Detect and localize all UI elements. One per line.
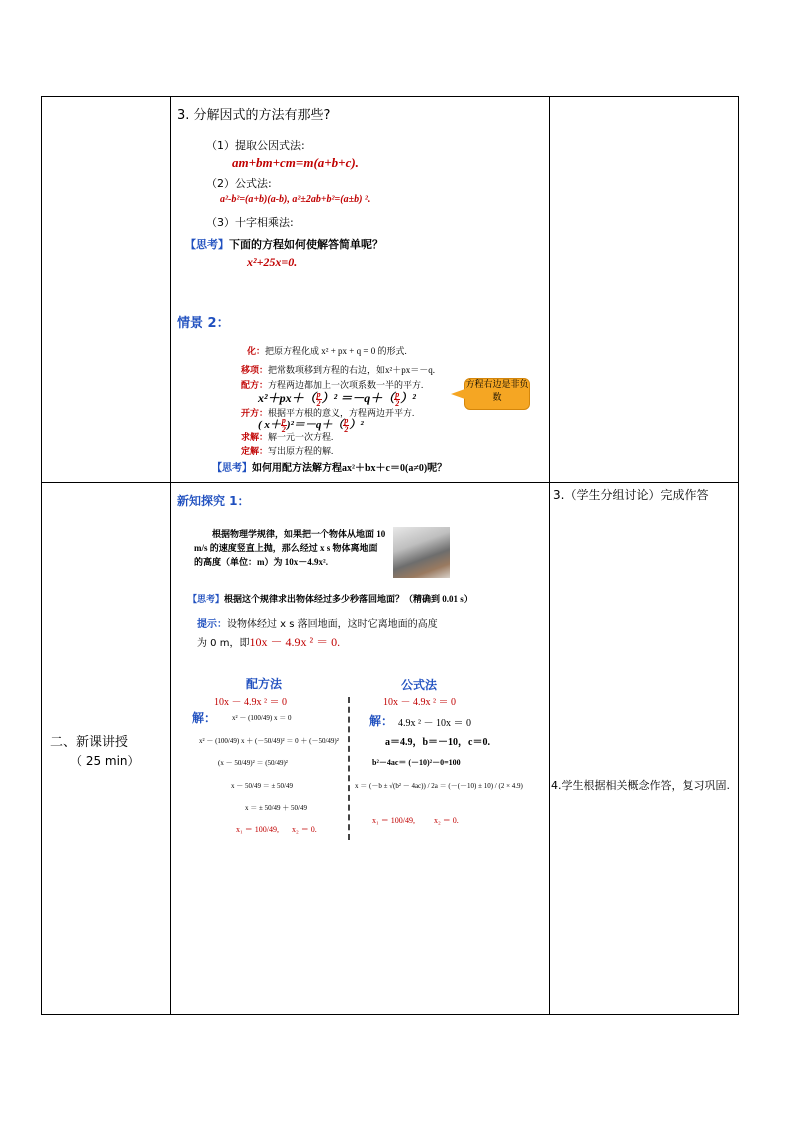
frac-denominator: 2 xyxy=(281,424,286,434)
think-prompt-2 xyxy=(212,459,447,474)
step-hua-text: 把原方程化成 x² + px + q = 0 的形式. xyxy=(265,346,407,356)
row1-col3 xyxy=(550,97,739,483)
step-qiu-text: 解一元一次方程. xyxy=(268,432,334,442)
step-hua-tag: 化： xyxy=(247,346,266,356)
row2-col3 xyxy=(550,483,739,1015)
cs-step-4: x － 50/49 ＝ ± 50/49 xyxy=(231,782,293,790)
hint-text-1: 设物体经过 x s 落回地面，这时它离地面的高度 xyxy=(227,619,438,630)
think-prompt-3 xyxy=(188,592,473,605)
hint-tag: 提示： xyxy=(197,619,227,630)
cs-step-1: x² － (100/49) x ＝ 0 xyxy=(232,714,292,722)
lesson-plan-table xyxy=(41,96,739,1015)
quadratic-formula-equation: 10x － 4.9x ² ＝ 0 xyxy=(383,697,456,708)
activity-3-note: 3.（学生分组讨论）完成作答 xyxy=(553,488,709,502)
step-pei-text: 方程两边都加上一次项系数一半的平方. xyxy=(268,380,424,390)
step-qiu-tag: 求解： xyxy=(241,432,269,442)
cs-step-3: (x － 50/49)² ＝ (50/49)² xyxy=(218,759,288,767)
qf-solution-x1: x₁ ＝ 100/49, xyxy=(372,816,416,825)
frac-numerator: p xyxy=(281,415,286,425)
kai-eq-part-c: ）² xyxy=(349,419,364,431)
step-kai-text: 根据平方根的意义，方程两边开平方. xyxy=(268,408,415,418)
section-duration: （ 25 min） xyxy=(70,754,140,768)
step-yi-tag: 移项： xyxy=(241,365,269,375)
solve-label-left: 解： xyxy=(192,711,217,725)
frac-denominator: 2 xyxy=(344,424,349,434)
activity-4-note: 4.学生根据相关概念作答，复习巩固. xyxy=(551,779,730,792)
qf-step-1: 4.9x ² － 10x ＝ 0 xyxy=(398,718,471,729)
think-text: 下面的方程如何使解答简单呢？ xyxy=(229,238,383,251)
cs-step-2: x² － (100/49) x ＋ (－50/49)² ＝ 0 ＋ (－50/49)² xyxy=(199,737,339,745)
hint-line-1 xyxy=(197,615,438,630)
method-1-formula: am+bm+cm=m(a+b+c). xyxy=(232,155,359,170)
method-divider xyxy=(348,697,350,840)
pei-eq-part-c: ）² xyxy=(400,391,416,405)
quadratic-formula-title: 公式法 xyxy=(401,678,438,692)
method-2-formula: a²-b²=(a+b)(a-b), a²±2ab+b²=(a±b) ². xyxy=(220,194,371,205)
kai-eq-part-a: ( x＋ xyxy=(258,419,281,431)
think2-text: 如何用配方法解方程ax²＋bx＋c＝0(a≠0)呢？ xyxy=(252,463,448,474)
hint-equation: 10x － 4.9x ² ＝ 0. xyxy=(249,635,341,649)
step-kai-tag: 开方： xyxy=(241,408,269,418)
cs-solution-x2: x₂ ＝ 0. xyxy=(292,825,317,834)
step-yi xyxy=(241,363,435,376)
qf-formula: x ＝ (－b ± √(b² － 4ac)) / 2a ＝ (－(－10) ± 10) / (2 × 4.9) xyxy=(355,782,523,790)
qf-coefficients: a＝4.9，b＝－10，c＝0. xyxy=(385,737,490,748)
qf-discriminant: b²－4ac＝ (－10)²－0=100 xyxy=(372,758,461,767)
step-pei-equation xyxy=(258,389,416,408)
question-3: 3. 分解因式的方法有那些? xyxy=(177,108,331,123)
method-3-label: （3）十字相乘法: xyxy=(206,216,294,229)
hint-text-2: 为 0 m，即 xyxy=(197,638,250,649)
step-ding-text: 写出原方程的解. xyxy=(268,446,334,456)
step-hua xyxy=(247,344,407,357)
think-prompt-1 xyxy=(185,236,383,252)
think-tag: 【思考】 xyxy=(185,238,229,251)
frac-numerator: p xyxy=(316,389,321,399)
step-pei-tag: 配方： xyxy=(241,380,269,390)
section-title: 二、新课讲授 xyxy=(50,735,129,750)
step-ding-tag: 定解： xyxy=(241,446,269,456)
frac-denominator: 2 xyxy=(395,398,400,408)
graduation-photo xyxy=(393,527,450,578)
equation-x2-25x: x²+25x=0. xyxy=(247,255,298,269)
kai-eq-part-b: )²＝－q＋（ xyxy=(286,419,344,431)
step-ding xyxy=(241,444,333,457)
frac-denominator: 2 xyxy=(316,398,321,408)
frac-numerator: p xyxy=(395,389,400,399)
method-2-label: （2）公式法: xyxy=(206,177,272,190)
method-1-label: （1）提取公因式法: xyxy=(206,139,305,152)
step-yi-text: 把常数项移到方程的右边，如x²＋px＝－q. xyxy=(268,365,435,375)
think2-tag: 【思考】 xyxy=(212,463,252,474)
row1-col1 xyxy=(42,97,171,483)
hint-line-2 xyxy=(197,633,340,650)
pei-eq-part-b: ）² ＝－q＋（ xyxy=(321,391,395,405)
completing-square-equation: 10x － 4.9x ² ＝ 0 xyxy=(214,697,287,708)
explore-heading: 新知探究 1： xyxy=(177,494,250,508)
think3-text: 根据这个规律求出物体经过多少秒落回地面？（精确到 0.01 s） xyxy=(224,594,473,604)
think3-tag: 【思考】 xyxy=(188,594,225,604)
qf-solution-x2: x₂ ＝ 0. xyxy=(434,816,459,825)
physics-problem: 根据物理学规律，如果把一个物体从地面 10 m/s 的速度竖直上抛，那么经过 x s 物体离地面的高度（单位：m）为 10x－4.9x². xyxy=(194,529,386,567)
callout-nonnegative: 方程右边是非负数 xyxy=(464,378,530,410)
pei-eq-part-a: x²＋px＋（ xyxy=(258,391,316,405)
completing-square-title: 配方法 xyxy=(246,677,283,691)
cs-solution-x1: x₁ ＝ 100/49, xyxy=(236,825,280,834)
solve-label-right: 解： xyxy=(369,714,394,728)
step-qiu xyxy=(241,430,333,443)
frac-numerator: p xyxy=(344,415,349,425)
cs-step-5: x ＝ ± 50/49 ＋ 50/49 xyxy=(245,804,307,812)
scene-2-heading: 情景 2： xyxy=(177,316,230,331)
